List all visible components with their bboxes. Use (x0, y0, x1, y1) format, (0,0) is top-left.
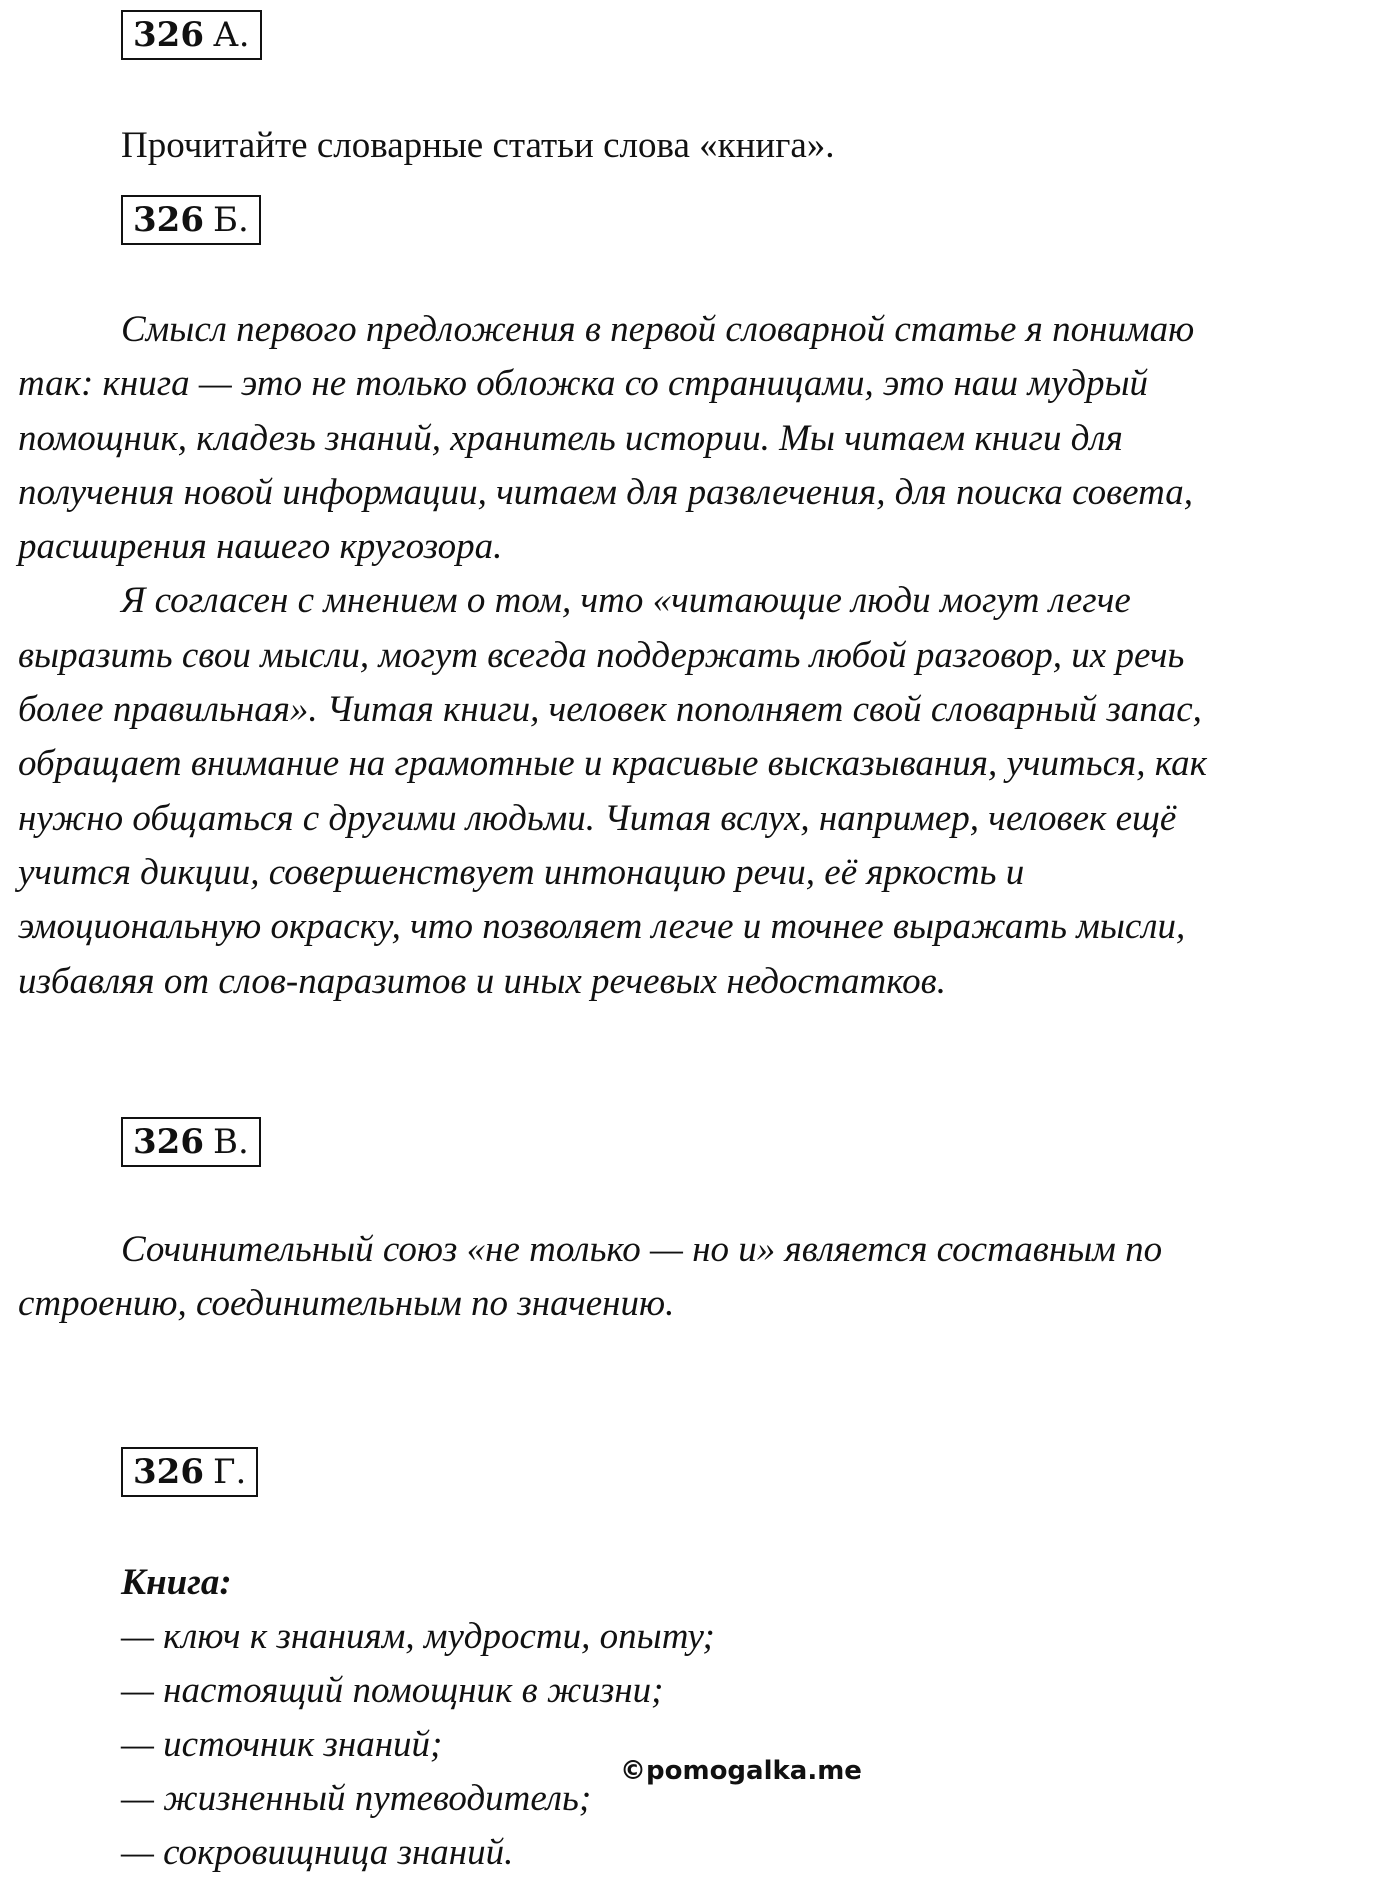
list-heading: Книга: (121, 1562, 232, 1603)
text-line: обращает внимание на грамотные и красивые высказывания, учиться, как (18, 743, 1207, 785)
exercise-letter: Б. (212, 200, 249, 240)
exercise-label-v (121, 1117, 261, 1167)
task-a-text: Прочитайте словарные статьи слова «книга». (121, 125, 835, 166)
text-line: более правильная». Читая книги, человек пополняет свой словарный запас, (18, 689, 1202, 731)
text-line: избавляя от слов-паразитов и иных речевых недостатков. (18, 960, 946, 1002)
answer-b-text (18, 303, 1348, 1009)
exercise-label-b (121, 195, 261, 245)
text-line: эмоциональную окраску, что позволяет легче и точнее выражать мысли, (18, 906, 1186, 948)
list-item: — жизненный путеводитель; (121, 1778, 592, 1819)
exercise-number: 326 (133, 15, 204, 55)
list-item: — источник знаний; (121, 1724, 443, 1765)
watermark: ©pomogalka.me (620, 1756, 862, 1786)
text-line: помощник, кладезь знаний, хранитель истории. Мы читаем книги для (18, 417, 1123, 459)
text-line: строению, соединительным по значению. (18, 1283, 675, 1325)
exercise-number: 326 (133, 1122, 204, 1162)
answer-v-text (18, 1223, 1348, 1332)
exercise-label-a (121, 10, 262, 60)
text-line: учится дикции, совершенствует интонацию речи, её яркость и (18, 851, 1025, 893)
text-line: так: книга — это не только обложка со страницами, это наш мудрый (18, 363, 1149, 405)
list-item: — сокровищница знаний. (121, 1832, 514, 1873)
exercise-letter: Г. (212, 1452, 247, 1492)
list-item: — ключ к знаниям, мудрости, опыту; (121, 1616, 715, 1657)
answer-g-list (121, 1556, 715, 1880)
text-line: Сочинительный союз «не только — но и» является составным по (121, 1229, 1163, 1270)
text-line: получения новой информации, читаем для развлечения, для поиска совета, (18, 471, 1193, 513)
text-line: выразить свои мысли, могут всегда поддержать любой разговор, их речь (18, 634, 1185, 676)
text-line: Смысл первого предложения в первой словарной статье я понимаю (121, 309, 1195, 350)
exercise-number: 326 (133, 1452, 204, 1492)
exercise-letter: В. (212, 1122, 249, 1162)
exercise-letter: А. (212, 15, 250, 55)
exercise-label-g (121, 1447, 258, 1497)
text-line: Я согласен с мнением о том, что «читающие люди могут легче (121, 580, 1131, 622)
text-line: расширения нашего кругозора. (18, 526, 503, 568)
list-item: — настоящий помощник в жизни; (121, 1670, 664, 1711)
exercise-number: 326 (133, 200, 204, 240)
text-line: нужно общаться с другими людьми. Читая вслух, например, человек ещё (18, 797, 1177, 839)
